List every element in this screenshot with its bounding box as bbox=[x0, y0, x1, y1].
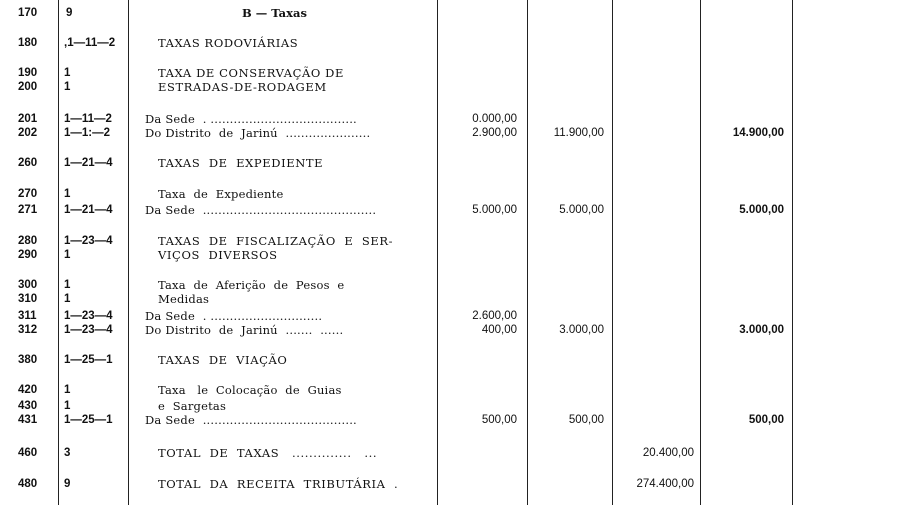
row-description: Da Sede ............................................. bbox=[145, 203, 377, 217]
row-ref: 9 bbox=[66, 7, 73, 19]
row-description: Da Sede ........................................ bbox=[145, 413, 357, 427]
row-description: TOTAL DA RECEITA TRIBUTÁRIA . bbox=[158, 477, 399, 491]
row-description: Da Sede . ............................. bbox=[145, 309, 323, 323]
amount-v4: 500,00 bbox=[748, 414, 784, 426]
row-ref: 1—11—2 bbox=[64, 113, 112, 125]
column-rule bbox=[437, 0, 438, 505]
row-description: e Sargetas bbox=[158, 399, 227, 413]
amount-v3: 20.400,00 bbox=[642, 447, 694, 459]
row-code: 380 bbox=[18, 354, 38, 366]
section-title: B — Taxas bbox=[242, 6, 307, 20]
amount-v4: 5.000,00 bbox=[739, 204, 784, 216]
row-ref: 1 bbox=[64, 293, 71, 305]
row-ref: 1 bbox=[64, 249, 71, 261]
row-ref: 1—23—4 bbox=[64, 324, 113, 336]
row-ref: 1—23—4 bbox=[64, 235, 113, 247]
row-code: 270 bbox=[18, 188, 38, 200]
row-description: Do Distrito de Jarinú ...................... bbox=[145, 126, 371, 140]
row-code: 312 bbox=[18, 324, 38, 336]
column-rule bbox=[700, 0, 701, 505]
amount-v2: 3.000,00 bbox=[559, 324, 604, 336]
row-description: Da Sede . ...................................... bbox=[145, 112, 357, 126]
row-code: 170 bbox=[18, 7, 38, 19]
row-description: Taxa de Aferição de Pesos e bbox=[158, 278, 345, 292]
amount-v2: 11.900,00 bbox=[553, 127, 604, 139]
row-ref: 1 bbox=[64, 384, 71, 396]
row-description: Taxa de Expediente bbox=[158, 187, 284, 201]
amount-v4: 3.000,00 bbox=[739, 324, 784, 336]
row-ref: 1—25—1 bbox=[64, 414, 113, 426]
row-code: 271 bbox=[18, 204, 38, 216]
row-description: TAXA DE CONSERVAÇÃO DE bbox=[158, 66, 344, 80]
row-code: 180 bbox=[18, 37, 38, 49]
row-code: 311 bbox=[18, 310, 37, 322]
amount-v2: 500,00 bbox=[568, 414, 604, 426]
row-description: VIÇOS DIVERSOS bbox=[158, 248, 278, 262]
row-description: TAXAS DE VIAÇÃO bbox=[158, 353, 288, 367]
row-ref: 9 bbox=[64, 478, 71, 490]
row-ref: 1 bbox=[64, 67, 71, 79]
amount-v1: 5.000,00 bbox=[472, 204, 517, 216]
column-rule bbox=[58, 0, 59, 505]
row-code: 430 bbox=[18, 400, 38, 412]
row-ref: 1 bbox=[64, 279, 71, 291]
row-code: 310 bbox=[18, 293, 38, 305]
row-code: 460 bbox=[18, 447, 38, 459]
amount-v1: 500,00 bbox=[481, 414, 517, 426]
column-rule bbox=[128, 0, 129, 505]
amount-v1: 2.600,00 bbox=[472, 310, 517, 322]
amount-v1: 400,00 bbox=[481, 324, 517, 336]
row-ref: 1 bbox=[64, 400, 71, 412]
row-ref: 1—21—4 bbox=[64, 157, 113, 169]
amount-v1: 2.900,00 bbox=[472, 127, 517, 139]
column-rule bbox=[792, 0, 793, 505]
row-ref: 1 bbox=[64, 81, 71, 93]
row-code: 480 bbox=[18, 478, 38, 490]
row-code: 200 bbox=[18, 81, 38, 93]
row-description: Do Distrito de Jarinú ....... ...... bbox=[145, 323, 344, 337]
row-code: 300 bbox=[18, 279, 38, 291]
column-rule bbox=[527, 0, 528, 505]
row-code: 201 bbox=[18, 113, 38, 125]
row-code: 202 bbox=[18, 127, 38, 139]
row-code: 260 bbox=[18, 157, 38, 169]
row-code: 420 bbox=[18, 384, 38, 396]
row-code: 290 bbox=[18, 249, 38, 261]
row-description: Medidas bbox=[158, 292, 210, 306]
row-description: TAXAS RODOVIÁRIAS bbox=[158, 36, 299, 50]
row-ref: 1—23—4 bbox=[64, 310, 113, 322]
row-description: TOTAL DE TAXAS .............. ... bbox=[158, 446, 378, 460]
row-ref: ,1—11—2 bbox=[64, 37, 116, 49]
amount-v4: 14.900,00 bbox=[732, 127, 784, 139]
amount-v2: 5.000,00 bbox=[559, 204, 604, 216]
row-ref: 3 bbox=[64, 447, 71, 459]
row-description: TAXAS DE FISCALIZAÇÃO E SER- bbox=[158, 234, 394, 248]
row-description: ESTRADAS-DE-RODAGEM bbox=[158, 80, 327, 94]
row-code: 431 bbox=[18, 414, 38, 426]
row-ref: 1 bbox=[64, 188, 71, 200]
row-description: Taxa le Colocação de Guias bbox=[158, 383, 342, 397]
amount-v1: 0.000,00 bbox=[472, 113, 517, 125]
row-ref: 1—21—4 bbox=[64, 204, 113, 216]
amount-v3: 274.400,00 bbox=[636, 478, 694, 490]
row-code: 280 bbox=[18, 235, 38, 247]
row-description: TAXAS DE EXPEDIENTE bbox=[158, 156, 324, 170]
row-ref: 1—1:—2 bbox=[64, 127, 111, 139]
column-rule bbox=[612, 0, 613, 505]
row-code: 190 bbox=[18, 67, 38, 79]
row-ref: 1—25—1 bbox=[64, 354, 113, 366]
